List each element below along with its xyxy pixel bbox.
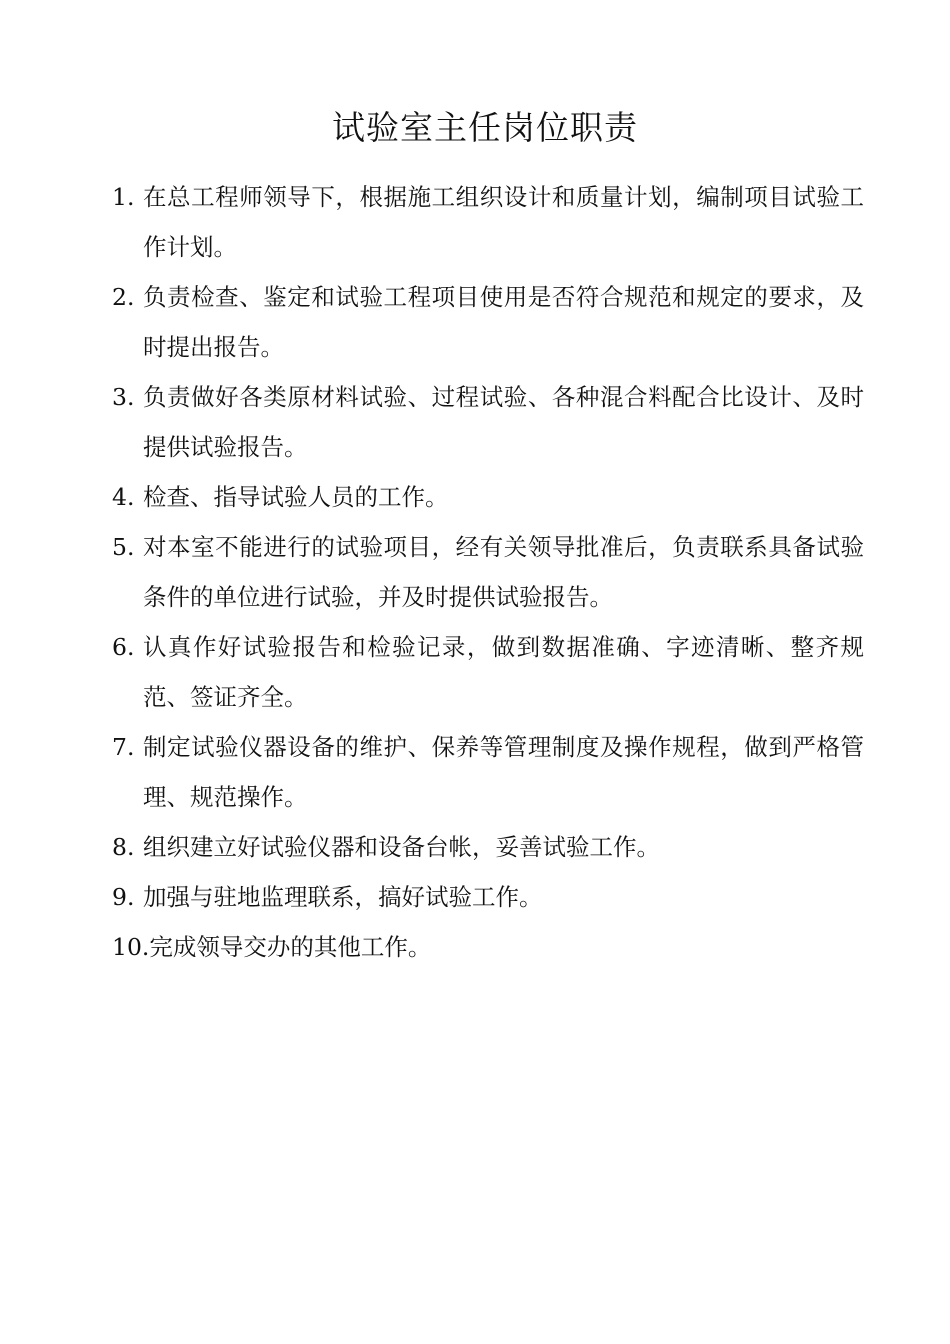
item-number: 6. [112, 633, 135, 661]
item-number: 9. [112, 883, 135, 911]
item-number: 7. [112, 733, 135, 761]
item-number: 10. [112, 933, 150, 961]
duty-list [112, 172, 864, 972]
list-item [112, 522, 864, 622]
item-number: 1. [112, 183, 135, 211]
item-text: 负责检查、鉴定和试验工程项目使用是否符合规范和规定的要求，及时提出报告。 [143, 283, 864, 361]
item-number: 5. [112, 533, 135, 561]
list-item [112, 922, 864, 972]
item-number: 4. [112, 483, 135, 511]
item-number: 3. [112, 383, 135, 411]
item-text: 组织建立好试验仪器和设备台帐，妥善试验工作。 [143, 833, 660, 861]
list-item [112, 172, 864, 272]
list-item [112, 472, 864, 522]
list-item [112, 272, 864, 372]
item-text: 负责做好各类原材料试验、过程试验、各种混合料配合比设计、及时提供试验报告。 [143, 383, 864, 461]
item-text: 对本室不能进行的试验项目，经有关领导批准后，负责联系具备试验条件的单位进行试验，并及时提供试验报告。 [143, 533, 864, 611]
item-text: 制定试验仪器设备的维护、保养等管理制度及操作规程，做到严格管理、规范操作。 [143, 733, 864, 811]
document-title: 试验室主任岗位职责 [332, 108, 638, 148]
list-item [112, 822, 864, 872]
item-number: 8. [112, 833, 135, 861]
item-text: 在总工程师领导下，根据施工组织设计和质量计划，编制项目试验工作计划。 [143, 183, 864, 261]
list-item [112, 872, 864, 922]
list-item [112, 372, 864, 472]
list-item [112, 722, 864, 822]
item-number: 2. [112, 283, 135, 311]
item-text: 认真作好试验报告和检验记录，做到数据准确、字迹清晰、整齐规范、签证齐全。 [143, 633, 864, 711]
item-text: 完成领导交办的其他工作。 [149, 933, 432, 961]
item-text: 加强与驻地监理联系，搞好试验工作。 [143, 883, 543, 911]
item-text: 检查、指导试验人员的工作。 [143, 483, 449, 511]
list-item [112, 622, 864, 722]
